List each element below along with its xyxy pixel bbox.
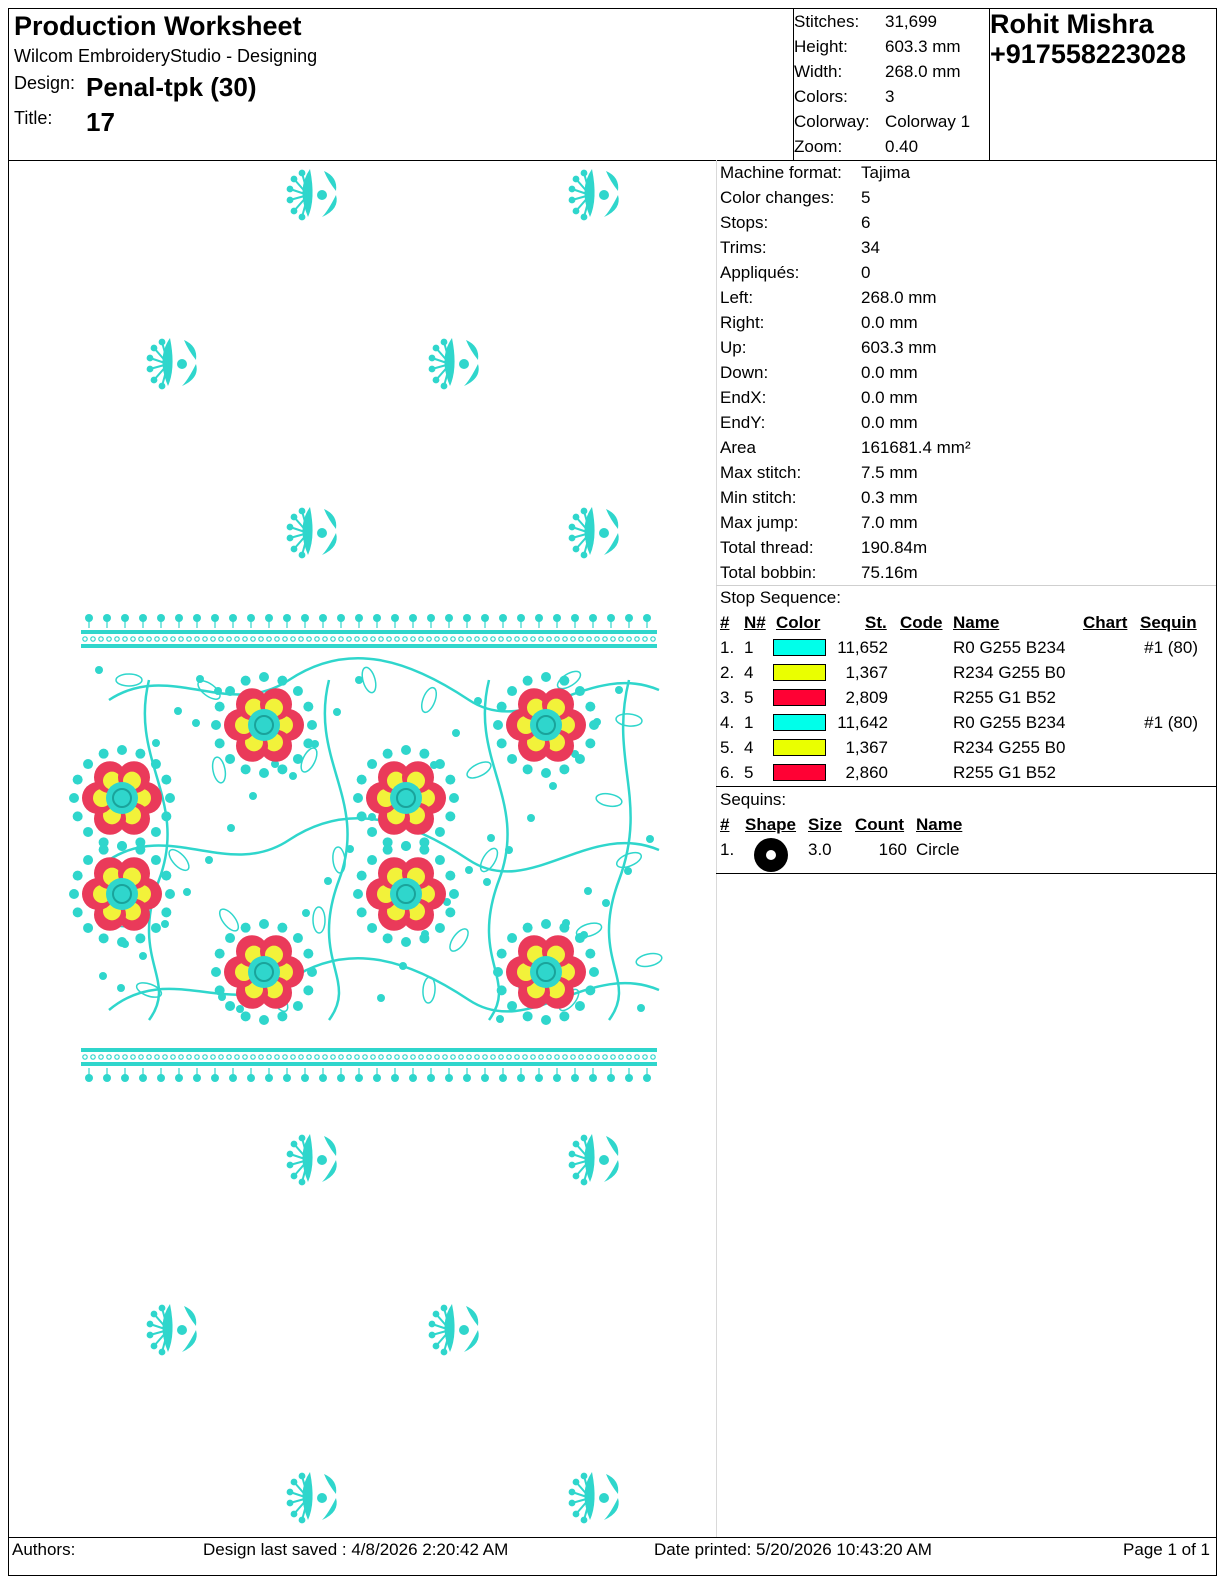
stat-row — [720, 535, 1210, 560]
stat-row — [720, 560, 1210, 585]
stop-color-name: R255 G1 B52 — [953, 688, 1057, 707]
stat-key: Total bobbin: — [720, 563, 817, 582]
col-header-name: Name — [953, 613, 1000, 632]
design-label: Design: — [14, 73, 76, 93]
stat-key: Min stitch: — [720, 488, 797, 507]
flower — [69, 841, 175, 947]
stat-row — [720, 460, 1210, 485]
stat-row — [720, 185, 1210, 210]
stop-stitches: 1,367 — [845, 663, 888, 682]
stat-key: Right: — [720, 313, 765, 332]
stat-value: 603.3 mm — [861, 338, 937, 357]
embroidery-design-graphic — [9, 160, 716, 1537]
summary-value: 268.0 mm — [885, 62, 961, 81]
stat-key: Down: — [720, 363, 769, 382]
stat-row — [720, 435, 1210, 460]
summary-value: 31,699 — [885, 12, 937, 31]
page-number: Page 1 of 1 — [1123, 1540, 1210, 1559]
title-value: 17 — [86, 107, 115, 137]
stat-row — [720, 260, 1210, 285]
authors-label: Authors: — [12, 1540, 76, 1559]
stop-stitches: 11,652 — [837, 638, 888, 657]
summary-row — [794, 134, 989, 159]
stat-value: 0.3 mm — [861, 488, 918, 507]
floral-motif — [570, 1472, 619, 1522]
title-label: Title: — [14, 108, 53, 128]
summary-row — [794, 59, 989, 84]
design-name: Penal-tpk (30) — [86, 72, 257, 102]
stop-needle: 5 — [744, 763, 754, 782]
worksheet-footer — [9, 1537, 1216, 1576]
stop-color-name: R234 G255 B0 — [953, 738, 1066, 757]
header-design-info — [9, 9, 794, 160]
flower — [69, 745, 175, 851]
sequins-title: Sequins: — [720, 790, 787, 809]
stop-stitches: 11,642 — [837, 713, 888, 732]
sequin-size: 3.0 — [808, 840, 832, 859]
summary-row — [794, 9, 989, 34]
owner-name: Rohit Mishra — [990, 9, 1154, 39]
stat-row — [720, 410, 1210, 435]
stat-row — [720, 360, 1210, 385]
border-panel — [69, 614, 663, 1082]
stat-row — [720, 385, 1210, 410]
owner-phone: +917558223028 — [990, 39, 1186, 69]
stop-stitches: 2,860 — [845, 763, 888, 782]
color-swatch — [773, 689, 826, 706]
sequin-count: 160 — [878, 840, 907, 859]
col-header-num: # — [720, 815, 730, 834]
stat-key: Max stitch: — [720, 463, 802, 482]
header-summary — [794, 9, 990, 160]
stop-sequin: #1 (80) — [1144, 638, 1198, 657]
stat-value: 0.0 mm — [861, 413, 918, 432]
summary-key: Width: — [794, 62, 843, 81]
stat-row — [720, 335, 1210, 360]
stat-key: EndY: — [720, 413, 766, 432]
stat-row — [720, 510, 1210, 535]
stop-color-name: R0 G255 B234 — [953, 713, 1066, 732]
stat-key: Appliqués: — [720, 263, 800, 282]
stat-key: Color changes: — [720, 188, 835, 207]
flower — [211, 672, 317, 778]
sequin-num: 1. — [720, 840, 735, 859]
stop-needle: 1 — [744, 713, 754, 732]
stop-num: 1. — [720, 638, 735, 657]
stat-key: Area — [720, 438, 756, 457]
stop-num: 6. — [720, 763, 735, 782]
stat-key: Up: — [720, 338, 747, 357]
stat-value: 7.0 mm — [861, 513, 918, 532]
floral-motif — [570, 169, 619, 219]
flower — [493, 672, 599, 778]
summary-row — [794, 109, 989, 134]
stop-needle: 4 — [744, 663, 754, 682]
stop-num: 2. — [720, 663, 735, 682]
floral-motif — [430, 1304, 479, 1354]
col-header-num: # — [720, 613, 730, 632]
stop-stitches: 2,809 — [845, 688, 888, 707]
stat-key: Trims: — [720, 238, 767, 257]
col-header-chart: Chart — [1083, 613, 1128, 632]
col-header-size: Size — [808, 815, 843, 834]
floral-motif — [148, 338, 197, 388]
flower — [493, 919, 599, 1025]
page-title: Production Worksheet — [14, 11, 302, 41]
divider — [716, 786, 1216, 787]
stop-num: 3. — [720, 688, 735, 707]
col-header-count: Count — [855, 815, 905, 834]
divider — [716, 873, 1216, 874]
col-header-sequin: Sequin — [1140, 613, 1197, 632]
summary-key: Height: — [794, 37, 848, 56]
stat-value: 0.0 mm — [861, 388, 918, 407]
summary-key: Colors: — [794, 87, 848, 106]
col-header-name: Name — [916, 815, 963, 834]
stat-value: 0 — [861, 263, 871, 282]
stop-needle: 5 — [744, 688, 754, 707]
last-saved: Design last saved : 4/8/2026 2:20:42 AM — [203, 1540, 509, 1559]
summary-row — [794, 34, 989, 59]
floral-motif — [288, 1134, 337, 1184]
stat-key: Total thread: — [720, 538, 814, 557]
stat-value: Tajima — [861, 163, 911, 182]
col-header-needle: N# — [744, 613, 766, 632]
stat-row — [720, 160, 1210, 185]
stat-row — [720, 210, 1210, 235]
stop-sequin: #1 (80) — [1144, 713, 1198, 732]
stop-stitches: 1,367 — [845, 738, 888, 757]
stat-key: Left: — [720, 288, 754, 307]
flower — [353, 841, 459, 947]
worksheet-header — [9, 9, 1216, 161]
stat-value: 5 — [861, 188, 871, 207]
summary-value: 603.3 mm — [885, 37, 961, 56]
floral-motif — [570, 507, 619, 557]
stat-key: Stops: — [720, 213, 769, 232]
summary-key: Zoom: — [794, 137, 843, 156]
stat-row — [720, 235, 1210, 260]
stat-key: EndX: — [720, 388, 767, 407]
stat-value: 0.0 mm — [861, 313, 918, 332]
stat-value: 34 — [861, 238, 880, 257]
stat-row — [720, 310, 1210, 335]
summary-value: 0.40 — [885, 137, 919, 156]
flower — [211, 919, 317, 1025]
sequin-name: Circle — [916, 840, 960, 859]
color-swatch — [773, 764, 826, 781]
color-swatch — [773, 739, 826, 756]
stop-color-name: R0 G255 B234 — [953, 638, 1066, 657]
stat-value: 161681.4 mm² — [861, 438, 971, 457]
summary-key: Stitches: — [794, 12, 860, 31]
floral-motif — [570, 1134, 619, 1184]
stat-key: Max jump: — [720, 513, 799, 532]
stat-row — [720, 285, 1210, 310]
col-header-shape: Shape — [745, 815, 797, 834]
summary-value: 3 — [885, 87, 895, 106]
app-name: Wilcom EmbroideryStudio - Designing — [14, 46, 318, 66]
floral-motif — [148, 1304, 197, 1354]
stop-num: 4. — [720, 713, 735, 732]
stat-row — [720, 485, 1210, 510]
stop-color-name: R234 G255 B0 — [953, 663, 1066, 682]
floral-motif — [430, 338, 479, 388]
date-printed: Date printed: 5/20/2026 10:43:20 AM — [654, 1540, 932, 1559]
production-worksheet — [8, 8, 1217, 1576]
stop-color-name: R255 G1 B52 — [953, 763, 1057, 782]
color-swatch — [773, 639, 826, 656]
floral-motif — [288, 507, 337, 557]
stat-value: 0.0 mm — [861, 363, 918, 382]
stat-value: 75.16m — [861, 563, 918, 582]
circle-sequin-icon — [754, 838, 788, 872]
header-owner — [990, 9, 1216, 160]
stop-sequence-title: Stop Sequence: — [720, 588, 841, 607]
floral-motif — [288, 169, 337, 219]
color-swatch — [773, 664, 826, 681]
col-header-code: Code — [900, 613, 943, 632]
summary-row — [794, 84, 989, 109]
stop-num: 5. — [720, 738, 735, 757]
stat-value: 7.5 mm — [861, 463, 918, 482]
color-swatch — [773, 714, 826, 731]
design-preview — [9, 160, 717, 1537]
stop-needle: 1 — [744, 638, 754, 657]
summary-value: Colorway 1 — [885, 112, 971, 131]
floral-motif — [288, 1472, 337, 1522]
stat-value: 268.0 mm — [861, 288, 937, 307]
stat-value: 6 — [861, 213, 871, 232]
stop-needle: 4 — [744, 738, 754, 757]
col-header-stitches: St. — [865, 613, 887, 632]
stat-key: Machine format: — [720, 163, 842, 182]
col-header-color: Color — [776, 613, 821, 632]
flower — [353, 745, 459, 851]
stat-value: 190.84m — [861, 538, 928, 557]
summary-key: Colorway: — [794, 112, 870, 131]
